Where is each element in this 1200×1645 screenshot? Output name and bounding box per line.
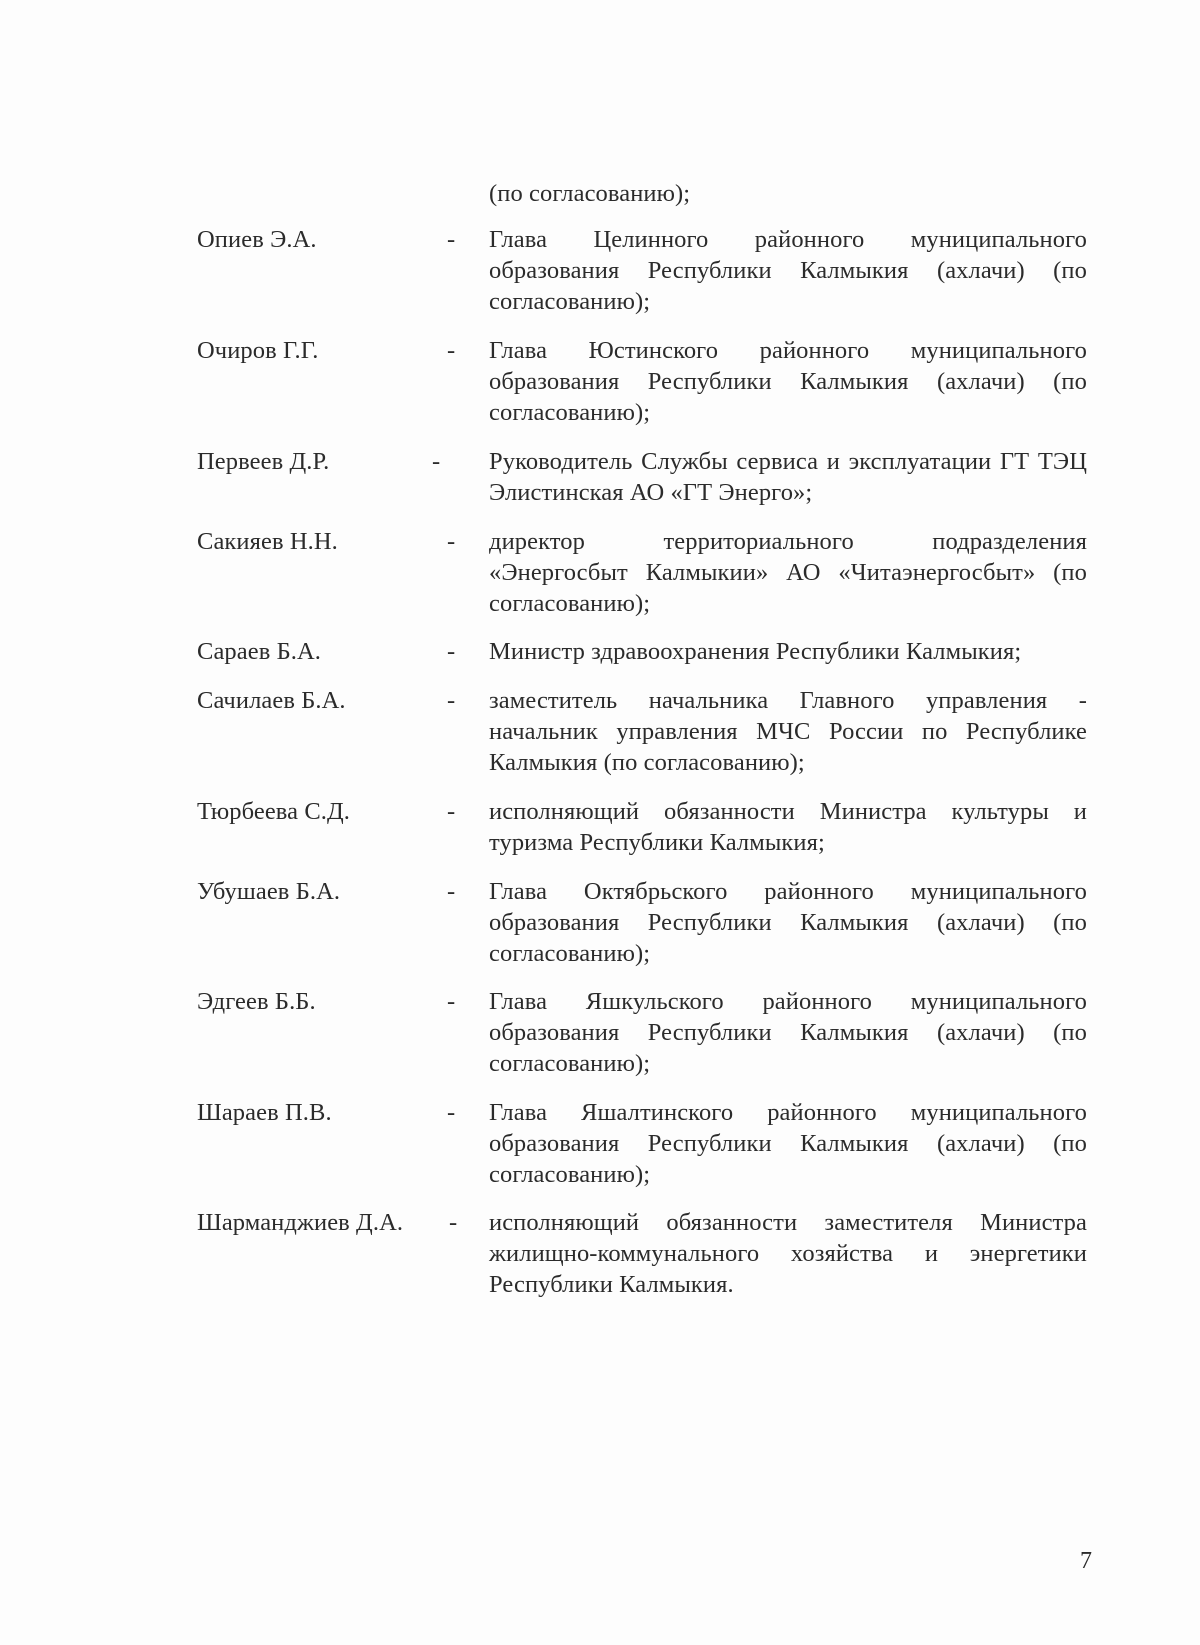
dash-separator: - — [447, 1099, 456, 1126]
person-name: Сачилаев Б.А. — [197, 687, 346, 714]
person-name: Тюрбеева С.Д. — [197, 798, 351, 825]
person-role: исполняющий обязанности заместителя Министра жилищно-коммунального хозяйства и энергетики Республики Калмыкия. — [489, 1209, 1087, 1298]
person-name: Эдгеев Б.Б. — [197, 988, 316, 1015]
person-name: Очиров Г.Г. — [197, 337, 319, 364]
dash-separator: - — [447, 528, 456, 555]
person-role: Руководитель Службы сервиса и эксплуатации ГТ ТЭЦ Элистинская АО «ГТ Энерго»; — [489, 448, 1087, 506]
dash-separator: - — [447, 988, 456, 1015]
person-name: Сакияев Н.Н. — [197, 528, 338, 555]
dash-separator: - — [449, 1209, 458, 1236]
person-role: директор территориального подразделения «Энергосбыт Калмыкии» АО «Читаэнергосбыт» (по согласованию); — [489, 528, 1087, 617]
person-name: Шараев П.В. — [197, 1099, 332, 1126]
person-role: Глава Яшкульского районного муниципального образования Республики Калмыкия (ахлачи) (по согласованию); — [489, 988, 1087, 1077]
person-name: Сараев Б.А. — [197, 638, 322, 665]
person-name: Опиев Э.А. — [197, 226, 317, 253]
continuation-text: (по согласованию); — [489, 180, 691, 207]
person-role: Глава Юстинского районного муниципального образования Республики Калмыкия (ахлачи) (по согласованию); — [489, 337, 1087, 426]
person-role: Министр здравоохранения Республики Калмыкия; — [489, 638, 1022, 665]
dash-separator: - — [432, 448, 441, 475]
person-name: Шарманджиев Д.А. — [197, 1209, 404, 1236]
person-name: Убушаев Б.А. — [197, 878, 341, 905]
person-name: Первеев Д.Р. — [197, 448, 330, 475]
dash-separator: - — [447, 638, 456, 665]
page-number: 7 — [1080, 1548, 1092, 1574]
dash-separator: - — [447, 878, 456, 905]
person-role: Глава Целинного районного муниципального образования Республики Калмыкия (ахлачи) (по согласованию); — [489, 226, 1087, 315]
person-role: заместитель начальника Главного управления - начальник управления МЧС России по Республике Калмыкия (по согласованию); — [489, 687, 1087, 776]
person-role: исполняющий обязанности Министра культуры и туризма Республики Калмыкия; — [489, 798, 1087, 856]
dash-separator: - — [447, 226, 456, 253]
dash-separator: - — [447, 687, 456, 714]
person-role: Глава Октябрьского районного муниципального образования Республики Калмыкия (ахлачи) (по согласованию); — [489, 878, 1087, 967]
person-role: Глава Яшалтинского районного муниципального образования Республики Калмыкия (ахлачи) (по согласованию); — [489, 1099, 1087, 1188]
dash-separator: - — [447, 337, 456, 364]
dash-separator: - — [447, 798, 456, 825]
